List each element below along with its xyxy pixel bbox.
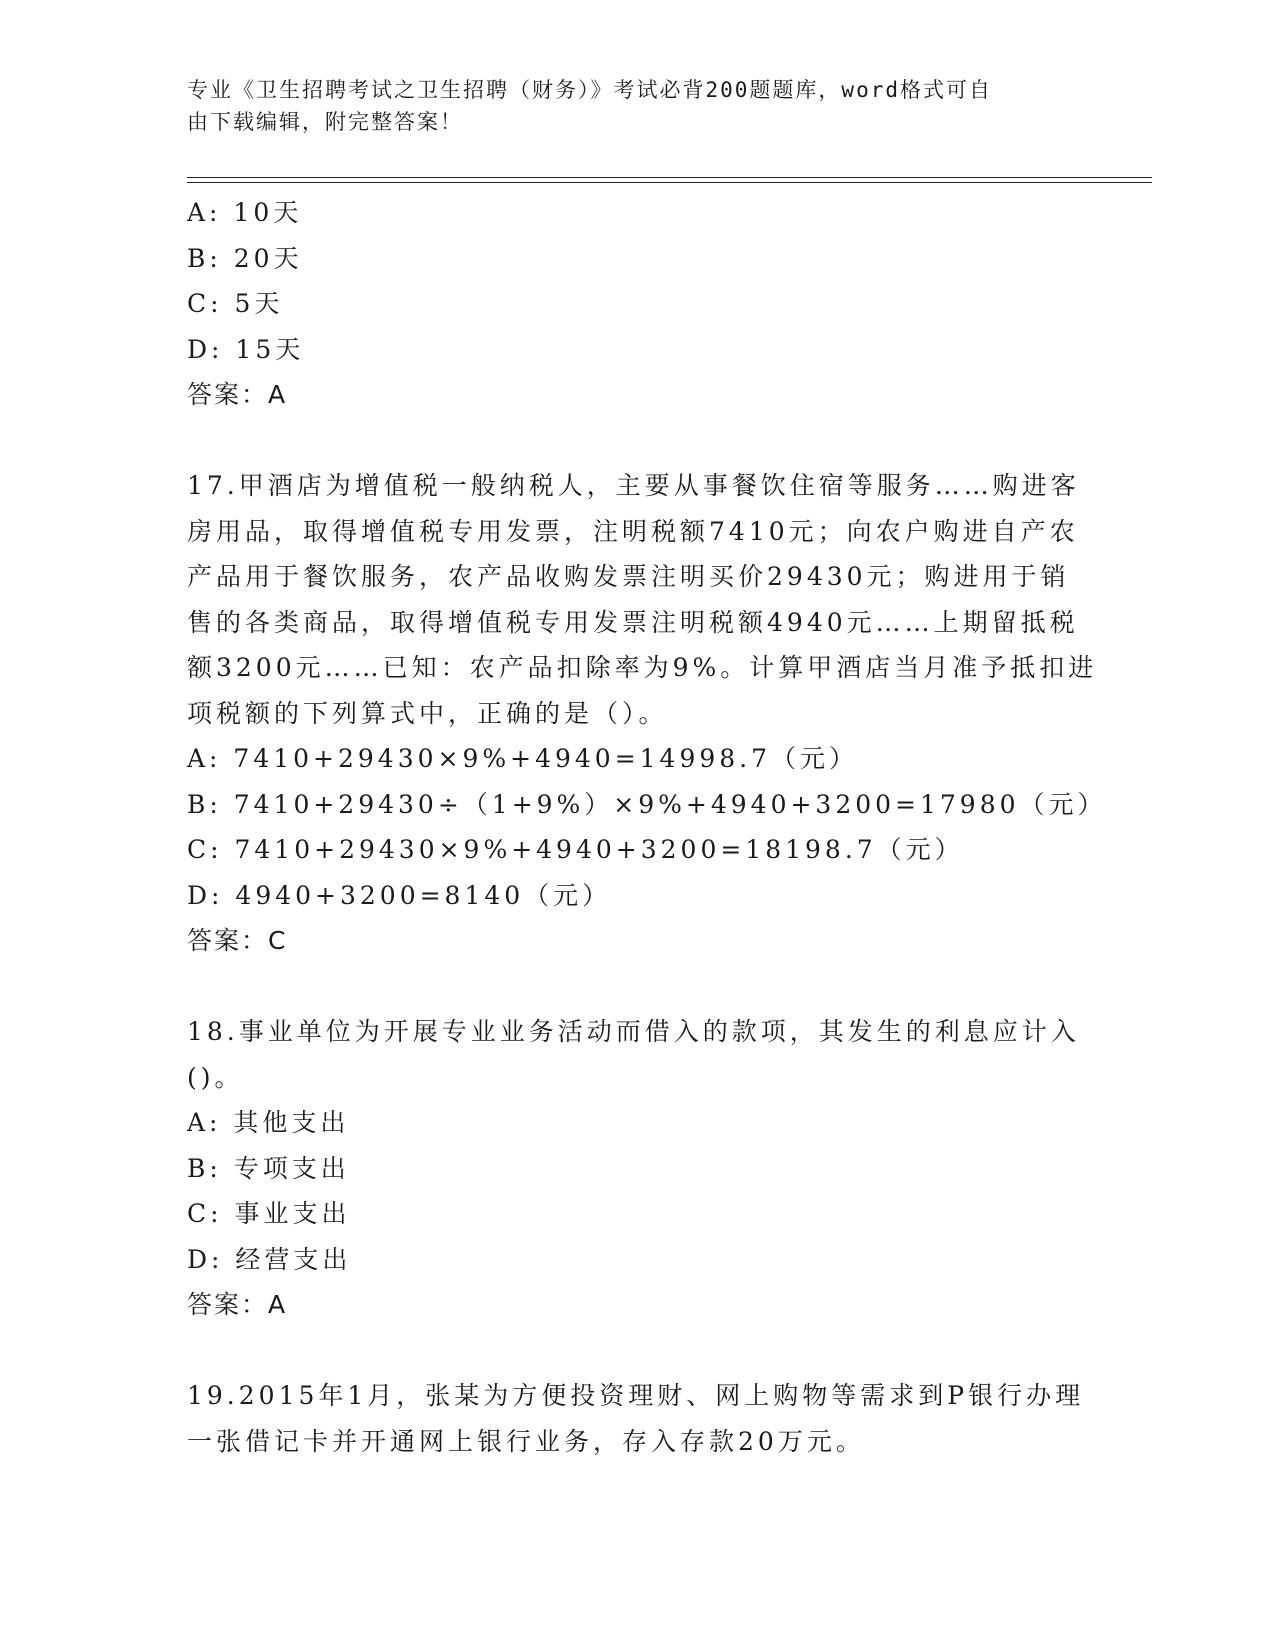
option-c: C: 5天 xyxy=(187,289,284,318)
question-stem-line: 额3200元……已知：农产品扣除率为9%。计算甲酒店当月准予抵扣进 xyxy=(187,653,1098,682)
option-d: D: 经营支出 xyxy=(187,1244,352,1274)
question-stem-line: 19.2015年1月，张某为方便投资理财、网上购物等需求到P银行办理 xyxy=(187,1381,1085,1410)
question-stem-line: 项税额的下列算式中，正确的是（）。 xyxy=(187,698,668,728)
question-18 xyxy=(187,1009,1087,1328)
question-stem-line: 18.事业单位为开展专业业务活动而借入的款项，其发生的利息应计入 xyxy=(187,1017,1080,1046)
option-c: C: 事业支出 xyxy=(187,1199,351,1228)
question-19 xyxy=(187,1373,1087,1464)
question-stem-line: 售的各类商品，取得增值税专用发票注明税额4940元……上期留抵税 xyxy=(187,607,1079,637)
option-c: C: 7410+29430×9%+4940+3200=18198.7（元） xyxy=(187,835,964,864)
spacer xyxy=(187,418,1087,464)
question-stem-line: 房用品，取得增值税专用发票，注明税额7410元；向农户购进自产农 xyxy=(187,516,1079,546)
answer: 答案：A xyxy=(187,380,288,409)
option-d: D: 15天 xyxy=(187,334,305,364)
question-17 xyxy=(187,463,1107,964)
header-line-1: 专业《卫生招聘考试之卫生招聘（财务）》考试必背200题题库，word格式可自 xyxy=(187,78,992,102)
answer: 答案：C xyxy=(187,926,288,955)
option-b: B: 专项支出 xyxy=(187,1153,350,1183)
answer: 答案：A xyxy=(187,1290,288,1319)
spacer xyxy=(187,1328,1087,1374)
header-line-2: 由下载编辑，附完整答案！ xyxy=(187,110,463,134)
header-divider-top xyxy=(187,177,1152,178)
option-a: A: 其他支出 xyxy=(187,1108,350,1137)
question-stem-line: 产品用于餐饮服务，农产品收购发票注明买价29430元；购进用于销 xyxy=(187,562,1070,591)
question-stem-line: ()。 xyxy=(187,1062,244,1092)
option-a: A: 10天 xyxy=(187,198,303,227)
document-header xyxy=(187,74,1087,138)
question-stem-line: 17.甲酒店为增值税一般纳税人，主要从事餐饮住宿等服务……购进客 xyxy=(187,471,1080,500)
option-b: B: 7410+29430÷（1+9%）×9%+4940+3200=17980（元） xyxy=(187,789,1107,819)
document-body xyxy=(187,190,1107,1464)
header-divider-bottom xyxy=(187,182,1152,183)
option-d: D: 4940+3200=8140（元） xyxy=(187,880,612,910)
option-a: A: 7410+29430×9%+4940=14998.7（元） xyxy=(187,744,859,773)
question-16 xyxy=(187,190,1087,418)
question-stem-line: 一张借记卡并开通网上银行业务，存入存款20万元。 xyxy=(187,1426,865,1456)
option-b: B: 20天 xyxy=(187,243,303,273)
spacer xyxy=(187,964,1087,1010)
